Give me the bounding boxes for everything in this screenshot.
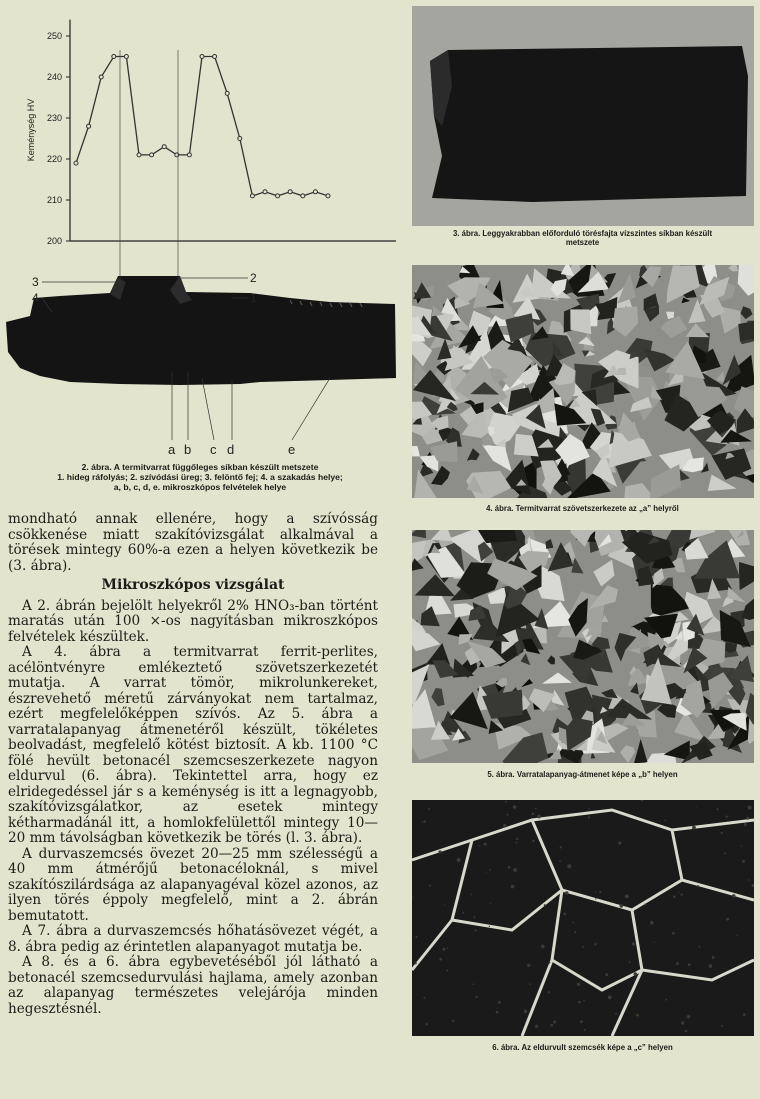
- sample-labels: [168, 442, 295, 457]
- y-tick-label: 250: [46, 31, 62, 41]
- data-point: [238, 137, 242, 141]
- marker-4: 4: [32, 291, 39, 305]
- figure-3-caption: [405, 229, 760, 247]
- point-d: d: [227, 442, 235, 457]
- marker-3: 3: [32, 275, 39, 289]
- figure-2-caption-title: 2. ábra. A termitvarrat függőleges síkban készült metszete: [81, 462, 319, 472]
- hardness-line: [76, 57, 328, 196]
- figure-6-photo: [412, 800, 754, 1036]
- data-point: [213, 55, 217, 59]
- point-c: c: [210, 442, 217, 457]
- data-point: [99, 75, 103, 79]
- point-a: a: [168, 442, 176, 457]
- point-b: b: [184, 442, 192, 457]
- data-point: [313, 190, 317, 194]
- marker-2: 2: [250, 271, 257, 285]
- data-point: [74, 161, 78, 165]
- y-tick-label: 200: [46, 236, 62, 246]
- data-point: [250, 194, 254, 198]
- article-text: [8, 512, 378, 1017]
- point-e: e: [288, 442, 296, 457]
- y-axis-label: Keménység HV: [26, 98, 36, 162]
- y-tick-label: 220: [46, 154, 62, 164]
- figure-6-caption: 6. ábra. Az eldurvult szemcsék képe a „c” helyen: [492, 1043, 673, 1052]
- figure-2-caption-line2: a, b, c, d, e. mikroszkópos felvételek helye: [113, 482, 287, 492]
- figure-5-photo: [412, 530, 754, 763]
- data-point: [276, 194, 280, 198]
- data-point: [187, 153, 191, 157]
- figure-2: [0, 0, 400, 465]
- paragraph-2: A 2. ábrán bejelölt helyekről 2% HNO₃-ban történt maratás után 100 ×-os nagyításban mikroszkópos felvételek készültek.: [8, 597, 378, 645]
- figure-3-photo: [412, 6, 754, 226]
- data-point: [301, 194, 305, 198]
- specimen-photo: [6, 276, 396, 385]
- y-axis: [47, 20, 396, 246]
- paragraph-6: A 8. és a 6. ábra egybevetéséből jól látható a betonacél szemcsedurvulási hajlama, amely azonban az alapanyag természetes velejárója minden hegesztésnél.: [8, 954, 378, 1017]
- data-point: [112, 55, 116, 59]
- figure-2-caption-line1: 1. hideg ráfolyás; 2. szívódási üreg; 3. felöntő fej; 4. a szakadás helye;: [57, 472, 343, 482]
- paragraph-4: A durvaszemcsés övezet 20—25 mm szélességű a 40 mm átmérőjű betonacéloknál, s mivel szakítószilárdsága az alapanyagéval közel azonos, az ilyen törés éppoly megfelelő, mint a 2. ábrán bemutatott.: [8, 845, 378, 924]
- y-tick-label: 230: [46, 113, 62, 123]
- paragraph-5: A 7. ábra a durvaszemcsés hőhatásövezet végét, a 8. ábra pedig az érintetlen alapanyagot mutatja be.: [8, 923, 378, 955]
- data-point: [150, 153, 154, 157]
- figure-4-caption: 4. ábra. Termitvarrat szövetszerkezete az „a” helyről: [486, 504, 679, 513]
- data-point: [137, 153, 141, 157]
- paragraph-3: A 4. ábra a termitvarrat ferrit-perlites, acélöntvényre emlékeztető szövetszerkezetét mutatja. A varrat tömör, mikrolunkereket, észrevehető méretű zárványokat nem tartalmaz, ezért megfelelőképpen szívós. Az 5. ábra a varratalapanyag átmenetéről készült, tökéletes beolvadást, megfelelő kötést biztosít. A kb. 1100 °C fölé hevült betonacél szemcseszerkezete nagyon eldurvul (6. ábra). Tekintettel arra, hogy ez elridegedéssel jár s a keménység is itt a legnagyobb, szakítóvizsgálatkor, az esetek mintegy kétharmadánál itt, a homlokfelülettől mintegy 10—20 mm távolságban következik be törés (l. 3. ábra).: [8, 644, 378, 846]
- data-point: [263, 190, 267, 194]
- figure-3-caption-line1: 3. ábra. Leggyakrabban előforduló törésfajta vízszintes síkban készült: [452, 229, 713, 238]
- data-point: [87, 124, 91, 128]
- hardness-series: [74, 55, 330, 198]
- figure-2-caption: [0, 462, 400, 492]
- data-point: [124, 55, 128, 59]
- hardness-chart: [0, 0, 400, 465]
- data-point: [200, 55, 204, 59]
- y-tick-label: 240: [46, 72, 62, 82]
- data-point: [162, 145, 166, 149]
- data-point: [288, 190, 292, 194]
- data-point: [326, 194, 330, 198]
- marker-1: 1: [250, 291, 257, 305]
- figure-4-photo: [412, 265, 754, 498]
- paragraph-1: mondható annak ellenére, hogy a szívósság csökkenése miatt szakítóvizsgálat alkalmával a törések mintegy 60%-a ezen a helyen következik be (3. ábra).: [8, 511, 378, 574]
- y-tick-label: 210: [46, 195, 62, 205]
- figure-5-caption: 5. ábra. Varratalapanyag-átmenet képe a „b” helyen: [487, 770, 678, 779]
- section-heading: Mikroszkópos vizsgálat: [101, 577, 285, 593]
- figure-3-caption-line2: metszete: [565, 238, 600, 247]
- data-point: [225, 91, 229, 95]
